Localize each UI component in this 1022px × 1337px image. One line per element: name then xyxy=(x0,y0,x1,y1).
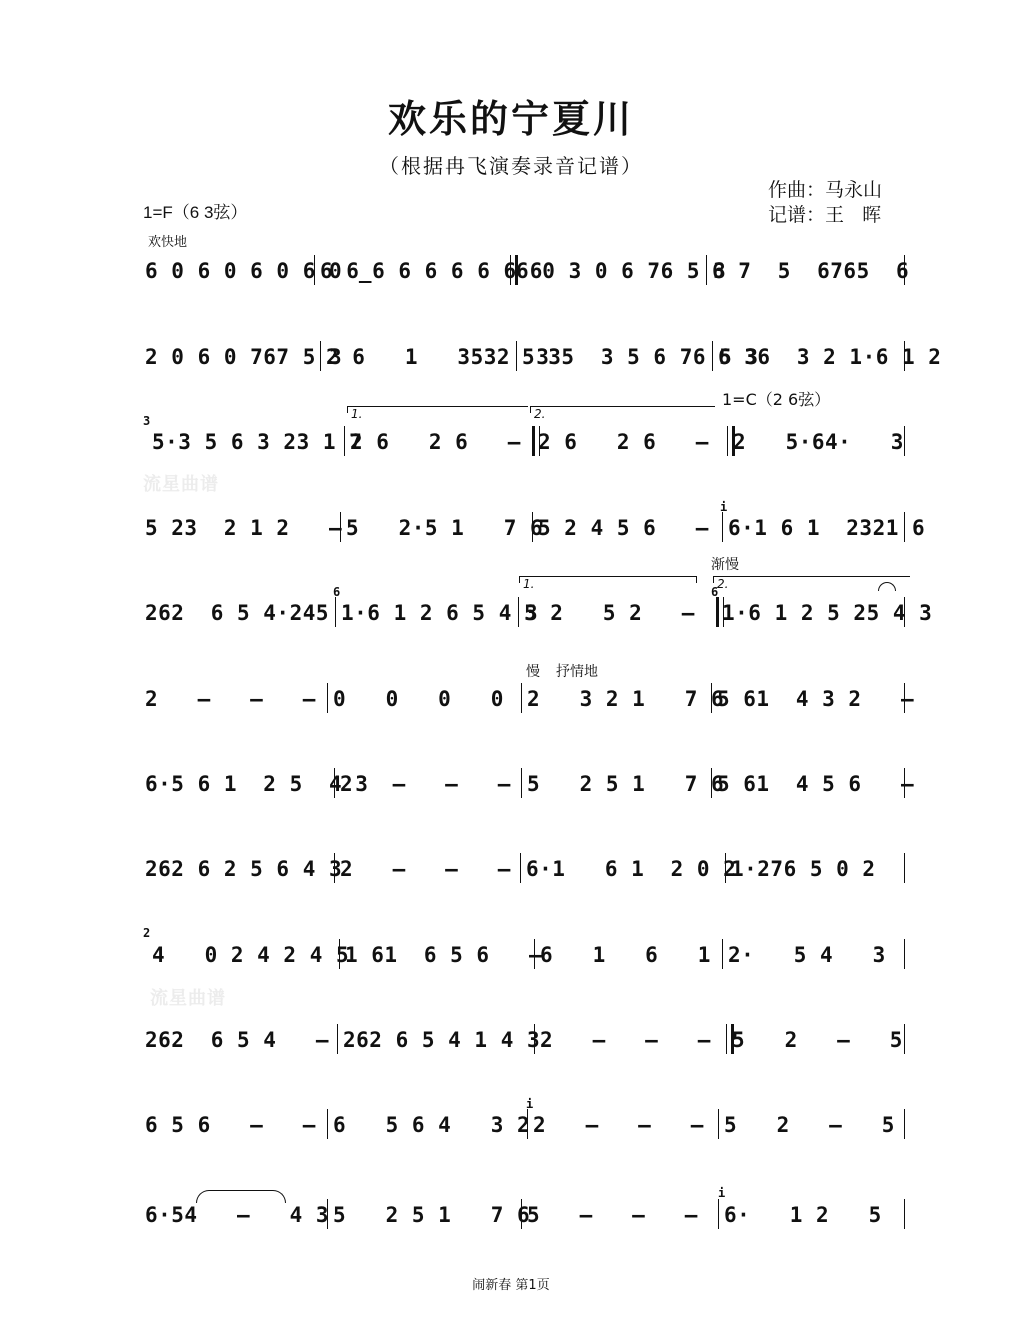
grace-note: i xyxy=(718,1186,726,1200)
barline xyxy=(532,512,533,542)
measure: 5·3 5 6 3 23 1 7 xyxy=(152,430,363,454)
measure: 6 0 3 0 6 76 5 3 xyxy=(516,259,727,283)
slow-marking: 慢 xyxy=(526,664,540,680)
measure: 262 6 5 4 – xyxy=(145,1028,330,1052)
measure: 2 – – – xyxy=(340,857,511,881)
tempo-marking: 欢快地 xyxy=(148,235,188,250)
measure: 2 – – – xyxy=(533,1113,704,1137)
volta-label: 1. xyxy=(523,577,535,591)
measure: 5 2 5 1 7 6 xyxy=(527,772,725,796)
barline xyxy=(334,768,335,798)
measure: 5 61 4 5 6 – xyxy=(717,772,915,796)
measure: 4 0 2 4 2 4 5 xyxy=(152,943,350,967)
measure: 2 3 2 1 7 6 xyxy=(527,687,725,711)
barline xyxy=(516,341,517,371)
score-line xyxy=(0,679,1022,719)
page-subtitle: （根据冉飞演奏录音记谱） xyxy=(379,154,643,178)
measure: 5 35 3 5 6 76 5 3 xyxy=(522,345,759,369)
barline xyxy=(521,1199,522,1229)
barline xyxy=(904,1024,905,1054)
slowing-marking: 渐慢 xyxy=(711,557,739,573)
measure: 2 – – – xyxy=(540,1028,711,1052)
measure: 262 6 2 5 6 4 3 xyxy=(145,857,343,881)
watermark: 流星曲谱 xyxy=(150,988,226,1009)
barline xyxy=(314,255,315,285)
page-title: 欢乐的宁夏川 xyxy=(387,97,634,141)
barline xyxy=(320,341,321,371)
measure: 5 – – – xyxy=(527,1203,698,1227)
measure: 6·1 6 1 2321 6 xyxy=(728,516,926,540)
barline xyxy=(904,768,905,798)
measure: 262 6 5 4 1 4 3 xyxy=(343,1028,541,1052)
volta-bracket-1 xyxy=(347,406,528,421)
volta-bracket-2 xyxy=(713,576,910,591)
measure: 1·6 1 2 6 5 4 3 xyxy=(341,601,539,625)
barline xyxy=(711,683,712,713)
score-line xyxy=(0,1020,1022,1060)
barline xyxy=(534,939,535,969)
measure: 6·1 6 1 2 0 2 xyxy=(526,857,737,881)
measure: 5 2 – 5 xyxy=(724,1113,895,1137)
barline xyxy=(904,512,905,542)
barline xyxy=(725,853,726,883)
measure: 6·5 6 1 2 5 4 3 xyxy=(145,772,369,796)
measure: 262 6 5 4·245 xyxy=(145,601,330,625)
volta-label: 2. xyxy=(534,407,546,421)
barline xyxy=(534,1024,535,1054)
barline xyxy=(521,683,522,713)
measure: 2· 5 4 3 xyxy=(728,943,886,967)
watermark: 流星曲谱 xyxy=(143,474,219,495)
measure: 6 6̲6 6 6 6 6 6 6 xyxy=(320,259,543,283)
measure: 2 0 6 0 767 5 3 xyxy=(145,345,343,369)
fermata-icon xyxy=(878,582,896,591)
barline xyxy=(904,255,905,285)
measure: 6 7 5 6765 6 xyxy=(712,259,910,283)
barline xyxy=(340,512,341,542)
barline xyxy=(711,768,712,798)
volta-bracket-1 xyxy=(519,576,697,591)
score-line xyxy=(0,593,1022,633)
key-signature: 1=F（6 3弦） xyxy=(143,203,248,222)
measure: 5 2 – 5 xyxy=(732,1028,903,1052)
barline xyxy=(334,853,335,883)
measure: 2 6 2 6 – xyxy=(350,430,521,454)
measure: 6 0 6 0 6 0 6 0 xyxy=(145,259,343,283)
barline xyxy=(706,255,707,285)
grace-note: i xyxy=(720,500,728,514)
measure: 2 6 2 6 – xyxy=(538,430,709,454)
volta-label: 2. xyxy=(717,577,729,591)
measure: 6 5 6 4 3 2 xyxy=(333,1113,531,1137)
barline xyxy=(904,853,905,883)
measure: 1·276 5 0 2 xyxy=(731,857,876,881)
score-line xyxy=(0,422,1022,462)
barline xyxy=(722,939,723,969)
barline xyxy=(520,853,521,883)
score-line xyxy=(0,508,1022,548)
score-line xyxy=(0,1195,1022,1235)
barline xyxy=(327,1109,328,1139)
composer-credit: 作曲：马永山 xyxy=(768,179,883,201)
grace-note: 6 xyxy=(333,585,341,599)
lyrical-marking: 抒情地 xyxy=(556,664,598,680)
grace-note: 6 xyxy=(711,585,719,599)
barline xyxy=(904,341,905,371)
measure: 2 – – – xyxy=(340,772,511,796)
barline xyxy=(904,426,905,456)
barline xyxy=(344,426,345,456)
measure: 5 23 2 1 2 – xyxy=(145,516,343,540)
measure: 5 2 4 5 6 – xyxy=(538,516,709,540)
measure: 5 2·5 1 7 6 xyxy=(346,516,544,540)
grace-note: 2 xyxy=(143,926,151,940)
barline xyxy=(518,597,519,627)
barline xyxy=(527,1109,528,1139)
score-line xyxy=(0,849,1022,889)
measure: 6 1 6 1 xyxy=(540,943,711,967)
measure: 5 2 5 2 – xyxy=(524,601,695,625)
score-line xyxy=(0,764,1022,804)
measure: 1 61 6 5 6 – xyxy=(345,943,543,967)
barline xyxy=(904,1199,905,1229)
barline xyxy=(904,1109,905,1139)
barline xyxy=(327,683,328,713)
barline xyxy=(722,512,723,542)
measure: 2 – – – xyxy=(145,687,316,711)
volta-bracket-2 xyxy=(530,406,715,421)
measure: 6· 1 2 5 xyxy=(724,1203,882,1227)
measure: 1·6 1 2 5 25 4 3 xyxy=(722,601,933,625)
barline xyxy=(718,1199,719,1229)
key-change: 1=C（2 6弦） xyxy=(722,390,831,409)
barline xyxy=(335,597,336,627)
barline xyxy=(521,768,522,798)
volta-label: 1. xyxy=(351,407,363,421)
measure: 2 5·64· 3 xyxy=(733,430,904,454)
measure: 5 61 4 3 2 – xyxy=(717,687,915,711)
score-line xyxy=(0,337,1022,377)
measure: 6 5 6 – – xyxy=(145,1113,316,1137)
score-line xyxy=(0,251,1022,291)
measure: 5 2 5 1 7 6 xyxy=(333,1203,531,1227)
barline xyxy=(712,341,713,371)
measure: 0 0 0 0 xyxy=(333,687,504,711)
page-footer: 闹新春 第1页 xyxy=(472,1278,550,1293)
barline xyxy=(327,1199,328,1229)
barline xyxy=(337,1024,338,1054)
barline xyxy=(718,1109,719,1139)
measure: 6 36 3 2 1·6 1 2 xyxy=(718,345,942,369)
measure: 6·54 – 4 3 xyxy=(145,1203,330,1227)
barline xyxy=(904,597,905,627)
grace-note: i xyxy=(526,1097,534,1111)
score-line xyxy=(0,1105,1022,1145)
measure: 2 6 1 3532 3 xyxy=(326,345,550,369)
barline xyxy=(904,683,905,713)
transcriber-credit: 记谱：王 晖 xyxy=(768,204,882,226)
barline xyxy=(339,939,340,969)
credits xyxy=(768,178,882,228)
grace-note: 3 xyxy=(143,414,151,428)
barline xyxy=(904,939,905,969)
score-line xyxy=(0,935,1022,975)
